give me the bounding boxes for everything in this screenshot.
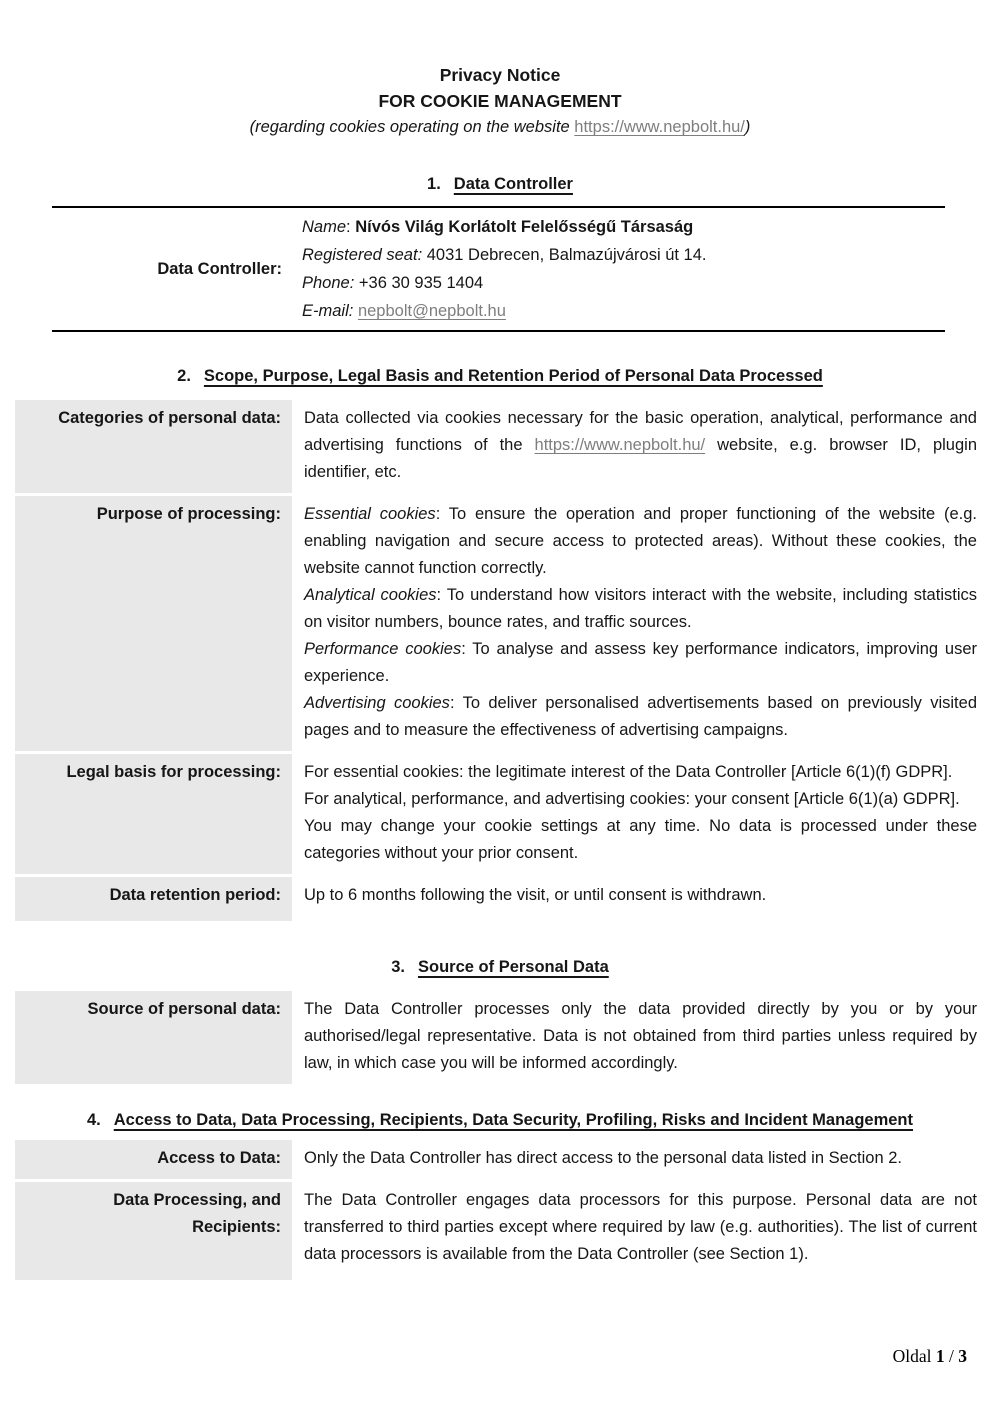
text-run: For analytical, performance, and advertising cookies: your consent [Article 6(1)(a) GDPR]. — [304, 790, 960, 808]
table-row — [15, 400, 977, 493]
table-row — [15, 877, 977, 921]
page-footer — [893, 1346, 967, 1367]
row-label-retention: Data retention period: — [15, 877, 292, 921]
row-label-access: Access to Data: — [15, 1140, 292, 1179]
data-controller-email-line — [302, 297, 945, 325]
row-content-processing-recipients — [292, 1182, 977, 1280]
text-run: For essential cookies: the legitimate interest of the Data Controller [Article 6(1)(f) GDPR]. — [304, 763, 953, 781]
text-run: Registered seat: — [302, 246, 423, 264]
paragraph — [304, 690, 977, 744]
text-run: Essential cookies — [304, 505, 436, 523]
paragraph — [304, 813, 977, 867]
paragraph — [304, 996, 977, 1077]
paragraph — [304, 882, 977, 909]
row-label-purpose: Purpose of processing: — [15, 496, 292, 751]
text-run: 4031 Debrecen, Balmazújvárosi út 14. — [422, 246, 707, 264]
section1-number: 1. — [427, 175, 441, 193]
table-row — [15, 496, 977, 751]
section3-heading — [0, 953, 1000, 981]
paragraph — [304, 501, 977, 582]
text-run: Only the Data Controller has direct access to the personal data listed in Section 2. — [304, 1149, 902, 1167]
text-run: Data collected via cookies necessary for the basic operation, analytical, performance and advertising functions of the — [304, 409, 977, 454]
document-title-line2: FOR COOKIE MANAGEMENT — [378, 91, 622, 111]
row-label-legal-basis: Legal basis for processing: — [15, 754, 292, 874]
text-run: E-mail: — [302, 302, 354, 320]
text-run: ) — [744, 118, 751, 136]
row-content-categories — [292, 400, 977, 493]
section4-heading — [0, 1106, 1000, 1134]
paragraph — [304, 1145, 977, 1172]
paragraph — [304, 405, 977, 486]
text-run: Phone: — [302, 274, 355, 292]
text-run: : To understand how visitors interact with the website, including statistics on visitor numbers, bounce rates, and traffic sources. — [304, 586, 977, 631]
data-controller-phone-line — [302, 269, 945, 297]
row-content-retention — [292, 877, 977, 921]
section1-title: Data Controller — [453, 175, 573, 193]
row-content-access — [292, 1140, 977, 1179]
data-controller-details — [292, 208, 945, 330]
text-run: Up to 6 months following the visit, or until consent is withdrawn. — [304, 886, 767, 904]
footer-page-number: 1 — [935, 1346, 945, 1366]
text-run: The Data Controller processes only the data provided directly by you or by your authorised/legal representative. Data is not obtained from third parties unless required by law, in which case you will be informed accordingly. — [304, 1000, 977, 1072]
paragraph — [304, 786, 977, 813]
text-run: website, e.g. browser ID, plugin identifier, etc. — [304, 436, 977, 481]
section4-title: Access to Data, Data Processing, Recipients, Data Security, Profiling, Risks and Incident Management — [113, 1111, 914, 1129]
section2-number: 2. — [177, 367, 191, 385]
data-controller-table — [52, 206, 945, 332]
document-title-line1: Privacy Notice — [439, 65, 561, 85]
data-controller-label: Data Controller: — [157, 259, 282, 278]
text-run: The Data Controller engages data processors for this purpose. Personal data are not transferred to third parties except where required by law (e.g. authorities). The list of current data processors is available from the Data Controller (see Section 1). — [304, 1191, 977, 1263]
row-content-source — [292, 991, 977, 1084]
section4-table — [15, 1140, 977, 1280]
text-run: : To ensure the operation and proper functioning of the website (e.g. enabling navigation and secure access to protected areas). Without these cookies, the website cannot function correctly. — [304, 505, 977, 577]
section3-table — [15, 991, 977, 1084]
paragraph — [304, 1187, 977, 1268]
text-run: Analytical cookies — [304, 586, 437, 604]
section1-heading — [0, 170, 1000, 198]
hyperlink[interactable]: https://www.nepbolt.hu/ — [574, 118, 745, 136]
table-row — [15, 754, 977, 874]
paragraph — [304, 582, 977, 636]
table-row — [15, 1182, 977, 1280]
text-run: You may change your cookie settings at any time. No data is processed under these categories without your prior consent. — [304, 817, 977, 862]
data-controller-name-line — [302, 213, 945, 241]
footer-separator: / — [944, 1346, 959, 1366]
row-content-purpose — [292, 496, 977, 751]
text-run: (regarding cookies operating on the website — [249, 118, 575, 136]
data-controller-seat-line — [302, 241, 945, 269]
section4-number: 4. — [86, 1111, 101, 1129]
row-label-categories: Categories of personal data: — [15, 400, 292, 493]
section2-title: Scope, Purpose, Legal Basis and Retention Period of Personal Data Processed — [203, 367, 823, 385]
section2-heading — [0, 362, 1000, 390]
paragraph — [304, 759, 977, 786]
section2-table — [15, 400, 977, 921]
section3-title: Source of Personal Data — [418, 958, 609, 976]
row-label-source: Source of personal data: — [15, 991, 292, 1084]
section3-number: 3. — [391, 958, 406, 976]
paragraph — [304, 636, 977, 690]
document-subtitle — [0, 114, 1000, 140]
text-run: Nívós Világ Korlátolt Felelősségű Társaság — [355, 218, 694, 236]
text-run: Advertising cookies — [304, 694, 450, 712]
hyperlink[interactable]: nepbolt@nepbolt.hu — [357, 302, 506, 320]
hyperlink[interactable]: https://www.nepbolt.hu/ — [534, 436, 706, 454]
text-run: : — [346, 218, 356, 236]
text-run: +36 30 935 1404 — [354, 274, 484, 292]
footer-page-total: 3 — [958, 1346, 967, 1366]
text-run: Name — [302, 218, 347, 236]
footer-prefix: Oldal — [892, 1346, 936, 1366]
table-row — [15, 991, 977, 1084]
table-row — [15, 1140, 977, 1179]
row-content-legal-basis — [292, 754, 977, 874]
text-run: : To analyse and assess key performance indicators, improving user experience. — [304, 640, 977, 685]
text-run: Performance cookies — [304, 640, 462, 658]
text-run: : To deliver personalised advertisements based on previously visited pages and to measure the effectiveness of advertising campaigns. — [304, 694, 977, 739]
row-label-processing-recipients: Data Processing, and Recipients: — [15, 1182, 292, 1280]
